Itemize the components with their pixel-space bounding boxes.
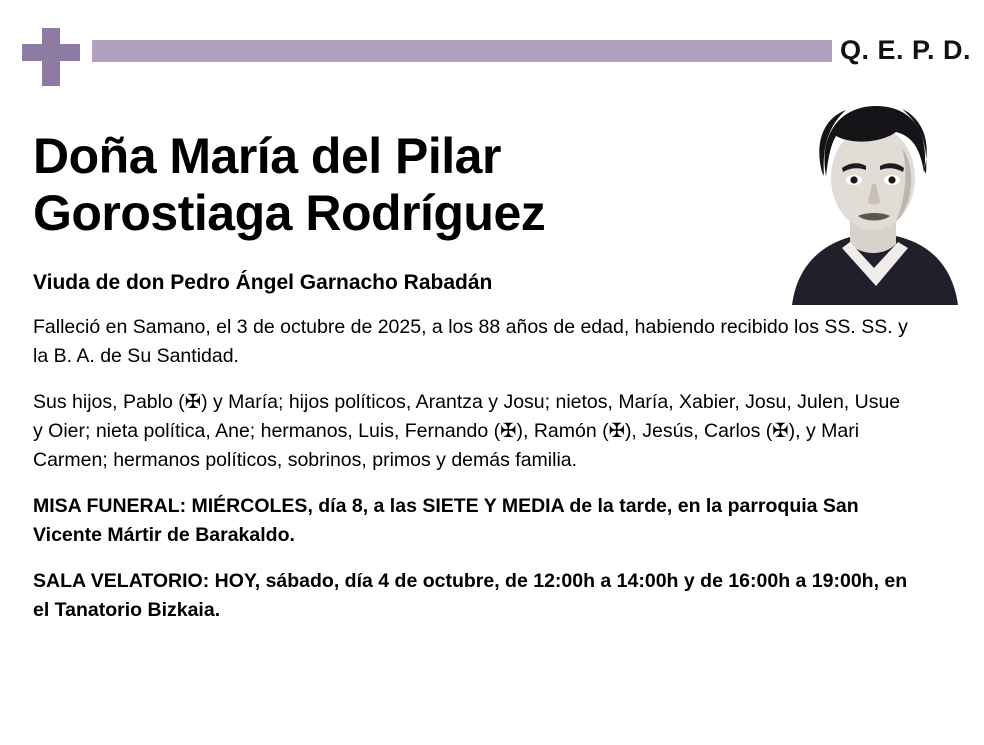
qepd-label: Q. E. P. D. — [840, 35, 972, 65]
decorative-rule — [92, 40, 832, 62]
cross-horizontal-bar — [22, 44, 80, 61]
funeral-mass-paragraph: MISA FUNERAL: MIÉRCOLES, día 8, a las SIETE Y MEDIA de la tarde, en la parroquia San Vicente Mártir de Barakaldo. — [33, 495, 859, 546]
family-paragraph: Sus hijos, Pablo (✠) y María; hijos políticos, Arantza y Josu; nietos, María, Xabier, Josu, Julen, Usue y Oier; nieta política, Ane; hermanos, Luis, Fernando (✠), Ramón (✠), Jesús, Carlos (✠), y Mari Carmen; hermanos políticos, sobrinos, primos y demás familia. — [33, 391, 901, 471]
deceased-name: Doña María del Pilar Gorostiaga Rodríguez — [33, 128, 546, 241]
header-band — [22, 20, 972, 80]
spouse-line: Viuda de don Pedro Ángel Garnacho Rabadán — [33, 271, 493, 294]
cross-icon — [22, 28, 80, 86]
obituary-body — [33, 128, 908, 625]
wake-room-paragraph: SALA VELATORIO: HOY, sábado, día 4 de octubre, de 12:00h a 14:00h y de 16:00h a 19:00h, en el Tanatorio Bizkaia. — [33, 570, 908, 621]
death-details-paragraph: Falleció en Samano, el 3 de octubre de 2025, a los 88 años de edad, habiendo recibido los SS. SS. y la B. A. de Su Santidad. — [33, 316, 908, 367]
